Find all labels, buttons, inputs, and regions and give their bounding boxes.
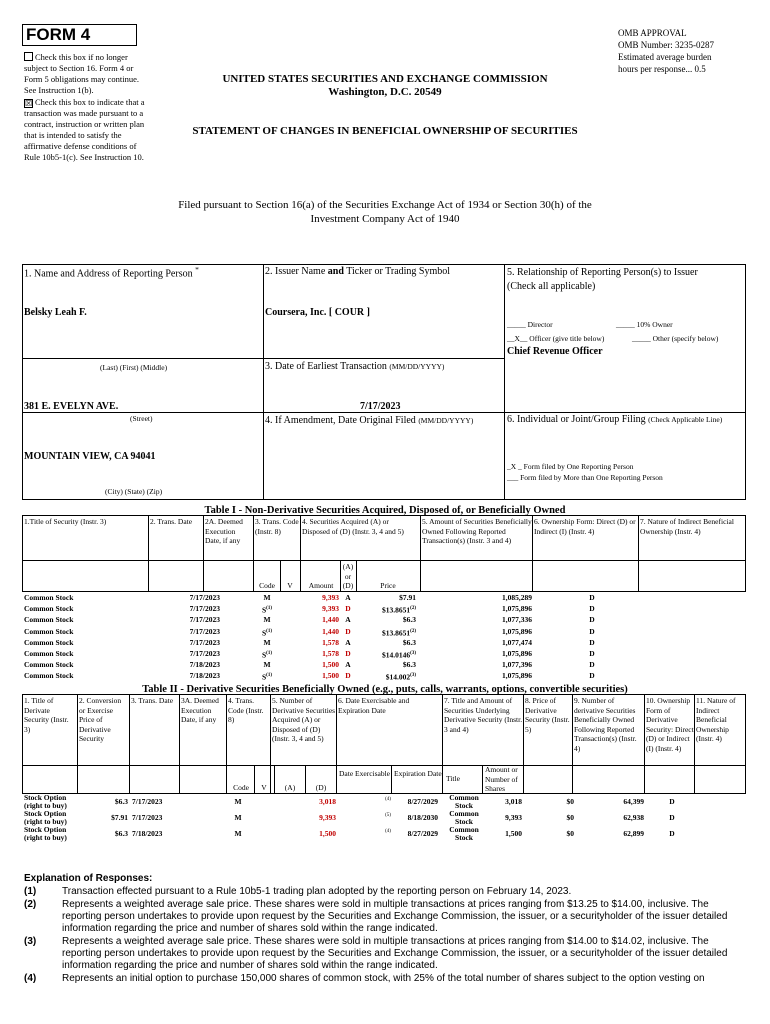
issuer-name: Coursera, Inc. [ COUR ] xyxy=(265,307,370,318)
t1-sub-v: V xyxy=(287,581,293,590)
footnote-text: Transaction effected pursuant to a Rule 10b5-1 trading plan adopted by the reporting person on February 14, 2023. xyxy=(62,886,572,897)
t2-h8: 8. Price of Derivative Security (Instr. 5) xyxy=(525,696,570,734)
trans-date: 7/17/2023 xyxy=(189,637,220,647)
table-row xyxy=(22,794,746,810)
t1-h2: 2. Trans. Date xyxy=(150,517,193,526)
box6-label: 6. Individual or Joint/Group Filing (Check Applicable Line) xyxy=(507,414,723,425)
underlying-title: Common Stock xyxy=(449,809,479,826)
owned-following: 1,085,289 xyxy=(502,593,532,602)
explanation-section xyxy=(24,873,744,985)
other-check[interactable]: _____ Other (specify below) xyxy=(632,334,719,343)
ownership-form: D xyxy=(589,626,595,636)
expiration-date: 8/27/2029 xyxy=(407,829,438,838)
t2-h3a: 3A. Deemed Execution Date, if any xyxy=(181,696,219,724)
trans-code: $S^{(1)}$ xyxy=(261,628,272,638)
t2-h1: 1. Title of Derivate Security (Instr. 3) xyxy=(24,696,69,734)
earliest-date: 7/17/2023 xyxy=(360,401,401,412)
table1-title: Table I - Non-Derivative Securities Acquired, Disposed of, or Beneficially Owned xyxy=(204,505,566,516)
ownership-form: D xyxy=(589,649,595,658)
ownership-form: D xyxy=(669,797,675,806)
trans-code: M xyxy=(263,593,271,602)
t1-h5: 5. Amount of Securities Beneficially Owned Following Reported Transaction(s) (Instr. 3 and 4) xyxy=(422,517,532,545)
price: $6.3 xyxy=(402,637,416,647)
owned-following: 62,938 xyxy=(623,813,644,822)
trans-code: $S^{(1)}$ xyxy=(261,672,272,682)
table-row xyxy=(22,626,746,637)
owned-following: 62,899 xyxy=(623,829,644,838)
footnote-item xyxy=(24,886,744,898)
footnote-text: Represents an initial option to purchase 150,000 shares of common stock, with 25% of the total number of shares subject to the option vesting on xyxy=(62,973,705,984)
t1-h6: 6. Ownership Form: Direct (D) or Indirect (I) (Instr. 4) xyxy=(534,517,636,536)
ownership-form: D xyxy=(589,604,595,614)
footnote-number: (1) xyxy=(24,886,37,897)
acquired-disposed: A xyxy=(345,660,351,670)
form-notes xyxy=(24,52,152,163)
omb-line: Estimated average burden xyxy=(618,52,712,62)
ownership-form: D xyxy=(589,593,595,602)
amount: 1,440 xyxy=(322,615,339,625)
trans-date: 7/17/2023 xyxy=(189,626,220,636)
box1-label: 1. Name and Address of Reporting Person * xyxy=(24,265,199,280)
owned-following: 1,075,896 xyxy=(502,604,532,614)
t2-h10: 10. Ownership Form of Derivative Security: Direct (D) or Indirect (I) (Instr. 4) xyxy=(646,696,694,753)
t1-h1: 1.Title of Security (Instr. 3) xyxy=(24,517,107,526)
security-title: Common Stock xyxy=(24,604,74,614)
table2-title: Table II - Derivative Securities Beneficially Owned (e.g., puts, calls, warrants, options, convertible securities) xyxy=(142,684,628,695)
table-row xyxy=(22,670,746,681)
t1-h7: 7. Nature of Indirect Beneficial Ownership (Instr. 4) xyxy=(640,517,734,536)
amount: 1,578 xyxy=(322,649,339,658)
disposed: 9,393 xyxy=(319,813,336,822)
t2-sub-a: (A) xyxy=(284,783,296,792)
trans-date: 7/17/2023 xyxy=(189,604,220,614)
t2-sub-exer: Date Exercisable xyxy=(339,769,391,778)
form-title: FORM 4 xyxy=(22,24,137,46)
price: $14.0146$^{(3)}$ xyxy=(382,650,416,660)
conversion-price: $7.91 xyxy=(111,813,128,822)
ownership-form: D xyxy=(589,671,595,681)
ownership-form: D xyxy=(589,637,595,647)
ownership-form: D xyxy=(669,813,675,822)
reporting-street: 381 E. EVELYN AVE. xyxy=(24,401,119,412)
footnote-number: (3) xyxy=(24,936,37,947)
omb-line: OMB Number: 3235-0287 xyxy=(618,40,714,50)
table-row xyxy=(22,810,746,826)
acquired-disposed: D xyxy=(345,649,351,658)
owned-following: 1,075,896 xyxy=(502,626,532,636)
box2-label: 2. Issuer Name and Ticker or Trading Symbol xyxy=(265,266,451,277)
table-row xyxy=(22,614,746,625)
footnote-item xyxy=(24,973,744,985)
price: $6.3 xyxy=(402,660,416,670)
acquired-disposed: D xyxy=(345,671,351,681)
rule10b5-note xyxy=(24,97,152,163)
price: $7.91 xyxy=(399,593,416,602)
price: $14.002$^{(3)}$ xyxy=(385,672,416,682)
derivative-title: Stock Option (right to buy) xyxy=(24,825,67,842)
t2-h7: 7. Title and Amount of Securities Underlying Derivative Security (Instr. 3 and 4) xyxy=(444,696,523,734)
underlying-title: Common Stock xyxy=(449,825,479,842)
derivative-price: $0 xyxy=(566,813,574,822)
security-title: Common Stock xyxy=(24,671,74,681)
t2-sub-code: Code xyxy=(233,783,249,792)
security-title: Common Stock xyxy=(24,615,74,625)
trans-code: $S^{(1)}$ xyxy=(261,605,272,615)
t2-sub-v: V xyxy=(261,783,267,792)
rule10b5-text: Check this box to indicate that a transaction was made pursuant to a contract, instruction or written plan that is intended to satisfy the affirmative defense conditions of Rule 10b5-1(c). See Instruction 10. xyxy=(24,97,145,162)
trans-code: M xyxy=(263,637,271,647)
owned-following: 1,077,396 xyxy=(502,660,532,670)
agency-heading xyxy=(170,73,600,99)
t2-h6: 6. Date Exercisable and Expiration Date xyxy=(338,696,410,715)
acquired-disposed: A xyxy=(345,593,351,602)
footnote-item xyxy=(24,899,744,935)
footnote-text: Represents a weighted average sale price. These shares were sold in multiple transactions at prices ranging from $14.00 to $14.02, inclusive. The reporting person undertakes to provide upon request by the Securities and Exchange Commission, the issuer, or a securityholder of the issuer detailed information regarding the price and number of shares sold within the range indicated. xyxy=(62,936,728,971)
amount: 1,440 xyxy=(322,626,339,636)
explanation-title: Explanation of Responses: xyxy=(24,873,153,884)
trans-code: M xyxy=(263,660,271,670)
security-title: Common Stock xyxy=(24,637,74,647)
section16-note xyxy=(24,52,152,96)
t2-sub-amt: Amount or Number of Shares xyxy=(485,765,518,793)
t2-sub-exp: Expiration Date xyxy=(394,769,442,778)
amount: 1,500 xyxy=(322,671,339,681)
officer-check[interactable]: __X__ Officer (give title below) xyxy=(507,334,605,343)
box3-label: 3. Date of Earliest Transaction (MM/DD/YYYY) xyxy=(265,361,445,372)
conversion-price: $6.3 xyxy=(114,797,128,806)
owned-following: 1,077,474 xyxy=(502,637,532,647)
owned-following: 1,075,896 xyxy=(502,671,532,681)
trans-date: 7/18/2023 xyxy=(189,671,220,681)
name-parts-label: (Last) (First) (Middle) xyxy=(100,363,168,372)
security-title: Common Stock xyxy=(24,593,74,602)
trans-date: 7/17/2023 xyxy=(189,649,220,658)
underlying-title: Common Stock xyxy=(449,793,479,810)
underlying-shares: 3,018 xyxy=(505,797,522,806)
omb-approval xyxy=(618,27,758,75)
acquired-disposed: D xyxy=(345,604,351,614)
t1-h2a: 2A. Deemed Execution Date, if any xyxy=(205,517,243,545)
derivative-price: $0 xyxy=(566,797,574,806)
footnote-number: (2) xyxy=(24,899,37,910)
trans-date: 7/17/2023 xyxy=(132,813,163,822)
t1-sub-amount: Amount xyxy=(308,581,334,590)
table-row xyxy=(22,659,746,670)
agency-name: UNITED STATES SECURITIES AND EXCHANGE COMMISSION xyxy=(222,73,548,85)
underlying-shares: 9,393 xyxy=(505,813,522,822)
filed-line: Filed pursuant to Section 16(a) of the Securities Exchange Act of 1934 or Section 30(h) of the xyxy=(178,199,592,211)
amount: 9,393 xyxy=(322,604,339,614)
ownership-form: D xyxy=(669,829,675,838)
acquired-disposed: A xyxy=(345,637,351,647)
security-title: Common Stock xyxy=(24,626,74,636)
conversion-price: $6.3 xyxy=(114,829,128,838)
date-exercisable: (5) xyxy=(385,813,391,818)
reporting-city: MOUNTAIN VIEW, CA 94041 xyxy=(24,451,156,462)
reporting-name: Belsky Leah F. xyxy=(24,307,87,318)
trans-date: 7/18/2023 xyxy=(132,829,163,838)
amount: 1,578 xyxy=(322,637,339,647)
t1-h3: 3. Trans. Code (Instr. 8) xyxy=(255,517,299,536)
ownership-form: D xyxy=(589,660,595,670)
ownership-form: D xyxy=(589,615,595,625)
underlying-shares: 1,500 xyxy=(505,829,522,838)
city-label: (City) (State) (Zip) xyxy=(105,487,163,496)
price: $13.8651$^{(2)}$ xyxy=(382,605,416,615)
section16-text: Check this box if no longer subject to Section 16. Form 4 or Form 5 obligations may continue. See Instruction 1(b). xyxy=(24,52,139,95)
expiration-date: 8/18/2030 xyxy=(407,813,438,822)
omb-line: OMB APPROVAL xyxy=(618,28,687,38)
owned-following: 1,075,896 xyxy=(502,649,532,658)
disposed: 1,500 xyxy=(319,829,336,838)
t2-h9: 9. Number of derivative Securities Beneficially Owned Following Reported Transaction(s) (Instr. 4) xyxy=(574,696,637,753)
filed-line: Investment Company Act of 1940 xyxy=(310,213,460,225)
t2-sub-d: (D) xyxy=(315,783,327,792)
t1-h4: 4. Securities Acquired (A) or Disposed of (D) (Instr. 3, 4 and 5) xyxy=(302,517,404,536)
t2-h4: 4. Trans. Code (Instr. 8) xyxy=(228,696,264,724)
amount: 9,393 xyxy=(322,593,339,602)
derivative-price: $0 xyxy=(566,829,574,838)
omb-line: hours per response... 0.5 xyxy=(618,64,706,74)
agency-location: Washington, D.C. 20549 xyxy=(328,86,442,98)
security-title: Common Stock xyxy=(24,660,74,670)
filed-pursuant xyxy=(150,198,620,226)
more-person-check[interactable]: ___ Form filed by More than One Reporting Person xyxy=(507,473,663,482)
disposed: 3,018 xyxy=(319,797,336,806)
trans-code: M xyxy=(234,829,242,838)
trans-date: 7/17/2023 xyxy=(189,615,220,625)
trans-code: M xyxy=(234,797,242,806)
trans-code: M xyxy=(263,615,271,625)
rule10b5-checkbox[interactable]: ☒ xyxy=(25,99,33,108)
trans-date: 7/17/2023 xyxy=(132,797,163,806)
table-row xyxy=(22,637,746,648)
officer-title: Chief Revenue Officer xyxy=(507,346,603,357)
derivative-title: Stock Option (right to buy) xyxy=(24,809,67,826)
footnote-item xyxy=(24,936,744,972)
t1-sub-code: Code xyxy=(259,581,275,590)
owned-following: 64,399 xyxy=(623,797,644,806)
director-check[interactable]: _____ Director xyxy=(507,320,553,329)
box4-label: 4. If Amendment, Date Original Filed (MM/DD/YYYY) xyxy=(265,415,474,426)
footnote-number: (4) xyxy=(24,973,37,984)
date-exercisable: (4) xyxy=(385,829,391,834)
t2-sub-title: Title xyxy=(446,774,460,783)
footnote-text: Represents a weighted average sale price. These shares were sold in multiple transactions at prices ranging from $13.25 to $14.00, inclusive. The reporting person undertakes to provide upon request by the Securities and Exchange Commission, the issuer, or a securityholder of the issuer detailed information regarding the price and number of shares sold within the range indicated. xyxy=(62,899,728,934)
section16-checkbox[interactable] xyxy=(24,52,33,61)
t2-h2: 2. Conversion or Exercise Price of Derivative Security xyxy=(79,696,122,743)
acquired-disposed: D xyxy=(345,626,351,636)
trans-code: M xyxy=(234,813,242,822)
acquired-disposed: A xyxy=(345,615,351,625)
date-exercisable: (4) xyxy=(385,797,391,802)
box5-label: 5. Relationship of Reporting Person(s) to Issuer (Check all applicable) xyxy=(507,267,698,292)
table-row xyxy=(22,603,746,614)
owned-following: 1,077,336 xyxy=(502,615,532,625)
derivative-title: Stock Option (right to buy) xyxy=(24,793,67,810)
expiration-date: 8/27/2029 xyxy=(407,797,438,806)
price: $6.3 xyxy=(402,615,416,625)
security-title: Common Stock xyxy=(24,649,74,658)
statement-title: STATEMENT OF CHANGES IN BENEFICIAL OWNERSHIP OF SECURITIES xyxy=(192,125,578,137)
street-label: (Street) xyxy=(130,414,153,423)
t2-h3: 3. Trans. Date xyxy=(131,696,174,705)
trans-date: 7/18/2023 xyxy=(189,660,220,670)
reporting-box xyxy=(22,264,746,500)
amount: 1,500 xyxy=(322,660,339,670)
tenpct-check[interactable]: _____ 10% Owner xyxy=(616,320,673,329)
trans-date: 7/17/2023 xyxy=(189,593,220,602)
trans-code: $S^{(1)}$ xyxy=(261,650,272,660)
one-person-check[interactable]: _X _ Form filed by One Reporting Person xyxy=(507,462,634,471)
table-row xyxy=(22,592,746,603)
t2-h5: 5. Number of Derivative Securities Acquired (A) or Disposed of (D) (Instr. 3, 4 and 5) xyxy=(272,696,336,743)
t1-sub-aord: (A) or (D) xyxy=(342,562,354,590)
table-row xyxy=(22,648,746,659)
price: $13.8651$^{(2)}$ xyxy=(382,628,416,638)
t1-sub-price: Price xyxy=(380,581,396,590)
table-row xyxy=(22,826,746,842)
t2-h11: 11. Nature of Indirect Beneficial Ownership (Instr. 4) xyxy=(696,696,736,743)
